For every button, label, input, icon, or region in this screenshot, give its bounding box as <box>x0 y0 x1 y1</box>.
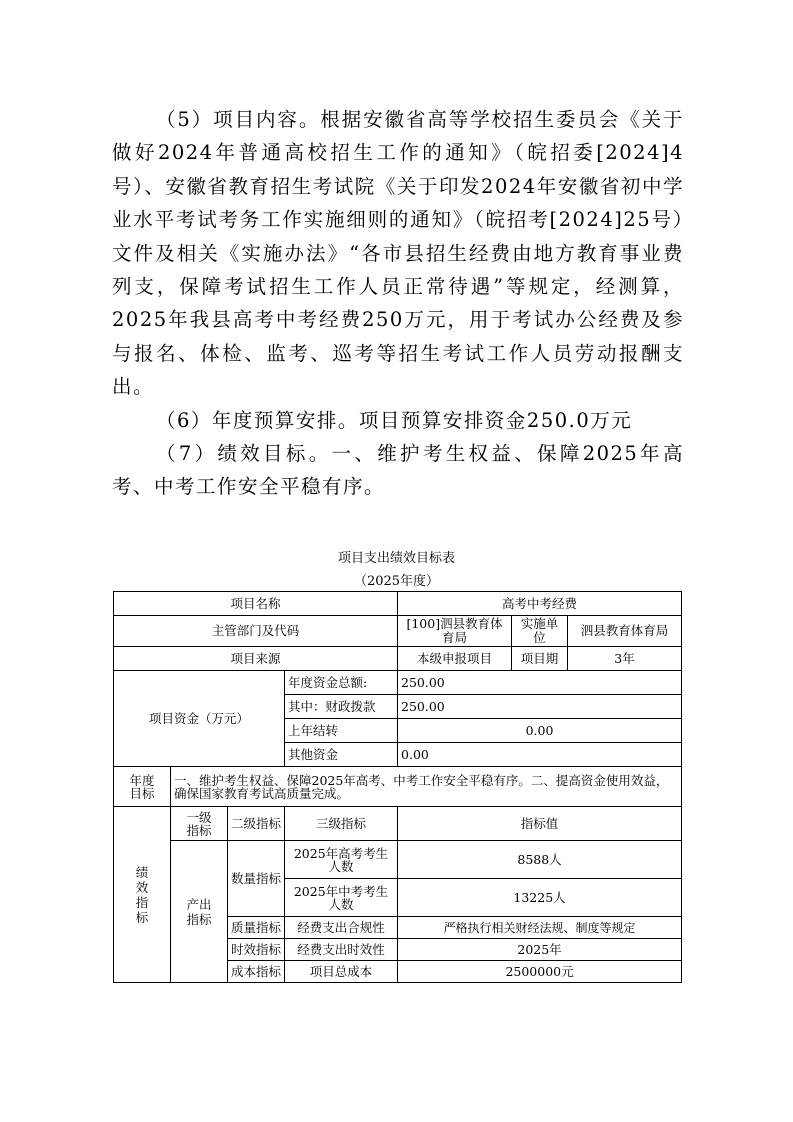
paragraph-performance-goal: （7）绩效目标。一、维护考生权益、保障2025年高考、中考工作安全平稳有序。 <box>112 442 684 499</box>
annual-goal-text: 一、维护考生权益、保障2025年高考、中考工作安全平稳有序。二、提高资金使用效益，确保国家教育考试高质量完成。 <box>171 767 682 807</box>
funds-row-value: 0.00 <box>398 743 682 767</box>
source-label: 项目来源 <box>114 647 398 671</box>
performance-table <box>113 591 682 983</box>
performance-indicators-label-text: 绩效指标 <box>135 864 149 925</box>
project-name-label: 项目名称 <box>114 592 398 616</box>
funds-row-label: 上年结转 <box>285 719 398 743</box>
table-row <box>114 841 682 879</box>
impl-value: 泗县教育体育局 <box>568 616 682 647</box>
indicator-level3: 项目总成本 <box>285 961 398 983</box>
paragraph-project-content: （5）项目内容。根据安徽省高等学校招生委员会《关于做好2024年普通高校招生工作的通知》（皖招委[2024]4号）、安徽省教育招生考试院《关于印发2024年安徽省初中学业水平考试考务工作实施细则的通知》（皖招考[2024]25号）文件及相关《实施办法》“各市县招生经费由地方教育事业费列支，保障考试招生工作人员正常待遇”等规定，经测算，2025年我县高考中考经费250万元，用于考试办公经费及参与报名、体检、监考、巡考等招生考试工作人员劳动报酬支出。 <box>112 108 684 399</box>
funds-row-value: 0.00 <box>398 719 682 743</box>
project-name-value: 高考中考经费 <box>398 592 682 616</box>
table-row <box>114 592 682 616</box>
header-level1-text: 一级指标 <box>186 809 212 838</box>
performance-indicators-label <box>114 807 171 983</box>
header-value: 指标值 <box>398 807 682 841</box>
table-row <box>114 616 682 647</box>
output-indicator-label <box>171 841 228 983</box>
indicator-level3: 经费支出时效性 <box>285 939 398 961</box>
funds-row-label: 其他资金 <box>285 743 398 767</box>
paragraph-budget: （6）年度预算安排。项目预算安排资金250.0万元 <box>156 408 633 432</box>
output-indicator-label-text: 产出指标 <box>186 896 212 927</box>
header-level1 <box>171 807 228 841</box>
header-level2: 二级指标 <box>228 807 285 841</box>
table-row <box>114 807 682 841</box>
table-row <box>114 647 682 671</box>
body-text <box>112 103 684 504</box>
funds-row-label: 年度资金总额: <box>285 671 398 695</box>
indicator-level3: 2025年高考考生人数 <box>285 841 398 879</box>
header-level3: 三级指标 <box>285 807 398 841</box>
indicator-level3: 2025年中考考生人数 <box>285 879 398 917</box>
indicator-value: 2025年 <box>398 939 682 961</box>
indicator-level2: 成本指标 <box>228 961 285 983</box>
indicator-value: 13225人 <box>398 879 682 917</box>
funds-row-value: 250.00 <box>398 671 682 695</box>
period-value: 3年 <box>568 647 682 671</box>
annual-goal-label <box>114 767 171 807</box>
indicator-level3: 经费支出合规性 <box>285 917 398 939</box>
source-value: 本级申报项目 <box>398 647 512 671</box>
funds-label <box>114 671 285 767</box>
table-row <box>114 767 682 807</box>
indicator-value: 严格执行相关财经法规、制度等规定 <box>398 917 682 939</box>
dept-value: [100]泗县教育体育局 <box>398 616 512 647</box>
table-title: 项目支出绩效目标表 <box>337 551 455 566</box>
funds-label-text: 项目资金（万元） <box>149 710 250 726</box>
funds-row-value: 250.00 <box>398 695 682 719</box>
indicator-value: 2500000元 <box>398 961 682 983</box>
table-row <box>114 671 682 695</box>
period-label: 项目期 <box>512 647 568 671</box>
indicator-value: 8588人 <box>398 841 682 879</box>
dept-label: 主管部门及代码 <box>114 616 398 647</box>
annual-goal-label-text: 年度目标 <box>129 772 155 801</box>
funds-row-label: 其中：财政拨款 <box>285 695 398 719</box>
table-subtitle: （2025年度） <box>353 574 440 589</box>
indicator-level2: 时效指标 <box>228 939 285 961</box>
impl-label: 实施单位 <box>512 616 568 647</box>
indicator-level2: 数量指标 <box>228 841 285 917</box>
indicator-level2: 质量指标 <box>228 917 285 939</box>
